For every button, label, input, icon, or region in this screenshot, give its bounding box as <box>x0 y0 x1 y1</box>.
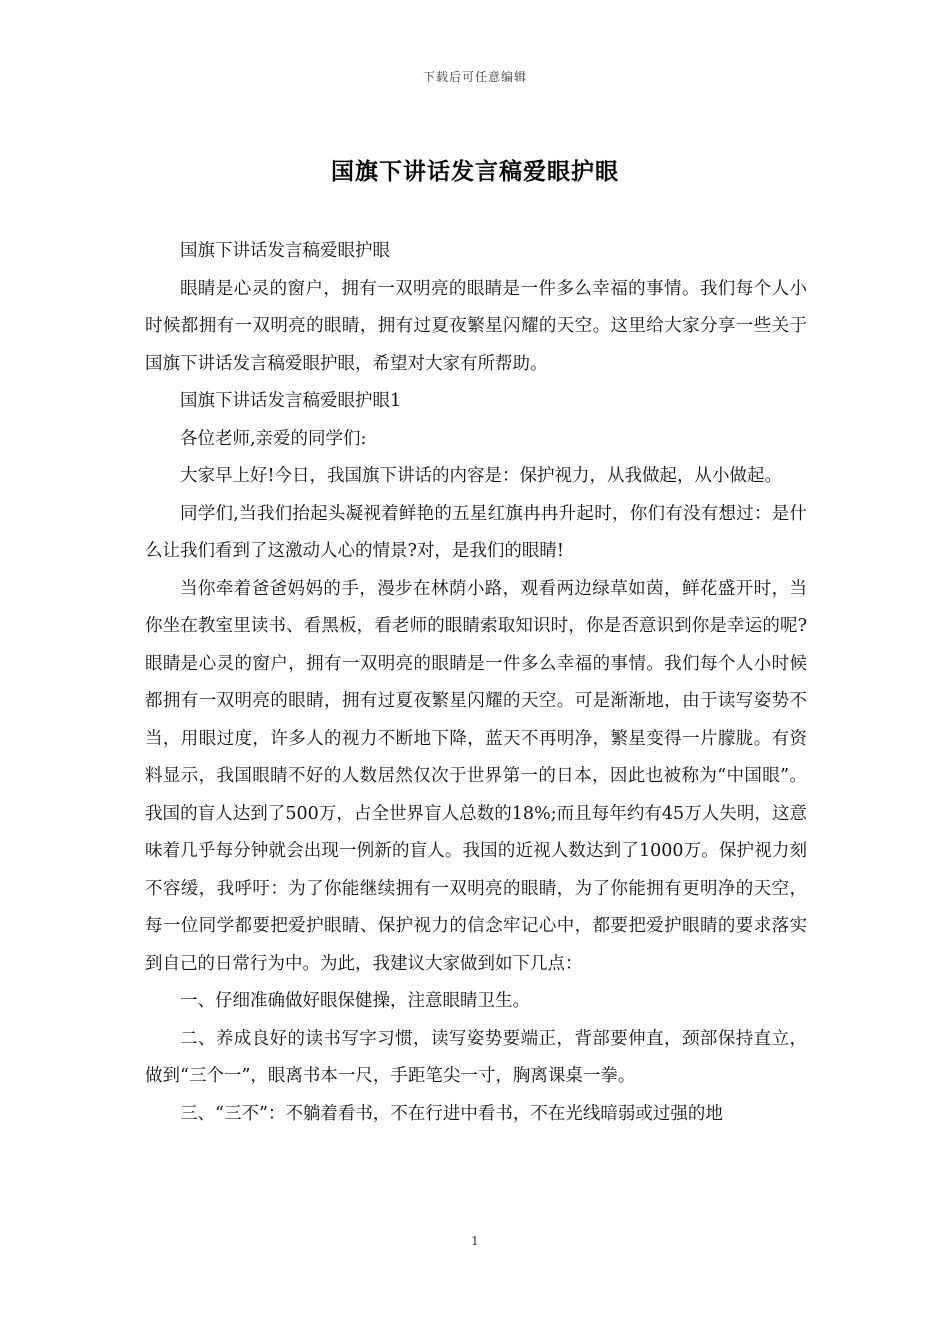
header-note: 下载后可任意编辑 <box>422 70 527 84</box>
paragraph-intro: 眼睛是心灵的窗户，拥有一双明亮的眼睛是一件多么幸福的事情。我们每个人小时候都拥有一双明亮的眼睛，拥有过夏夜繁星闪耀的天空。这里给大家分享一些关于国旗下讲话发言稿爱眼护眼，希望对大家有所帮助。 <box>145 278 807 374</box>
paragraph-subtitle: 国旗下讲话发言稿爱眼护眼 <box>180 241 390 261</box>
paragraph-main: 当你牵着爸爸妈妈的手，漫步在林荫小路，观看两边绿草如茵，鲜花盛开时，当你坐在教室里读书、看黑板，看老师的眼睛索取知识时，你是否意识到你是幸运的呢?眼睛是心灵的窗户，拥有一双明亮的眼睛是一件多么幸福的事情。我们每个人小时候都拥有一双明亮的眼睛，拥有过夏夜繁星闪耀的天空。可是渐渐地，由于读写姿势不当，用眼过度，许多人的视力不断地下降，蓝天不再明净，繁星变得一片朦胧。有资料显示，我国眼睛不好的人数居然仅次于世界第一的日本，因此也被称为“中国眼”。我国的盲人达到了500万，占全世界盲人总数的18%;而且每年约有45万人失明，这意味着几乎每分钟就会出现一例新的盲人。我国的近视人数达到了1000万。保护视力刻不容缓，我呼吁：为了你能继续拥有一双明亮的眼睛，为了你能拥有更明净的天空，每一位同学都要把爱护眼睛、保护视力的信念牢记心中，都要把爱护眼睛的要求落实到自己的日常行为中。为此，我建议大家做到如下几点： <box>145 578 807 974</box>
paragraph-point-3: 三、“三不”：不躺着看书，不在行进中看书，不在光线暗弱或过强的地 <box>180 1103 723 1124</box>
page-number: 1 <box>471 1234 479 1248</box>
document-body <box>145 233 807 1133</box>
paragraph-greeting: 各位老师,亲爱的同学们: <box>180 428 367 449</box>
paragraph-section-heading: 国旗下讲话发言稿爱眼护眼1 <box>180 391 402 411</box>
paragraph-flag: 同学们,当我们抬起头凝视着鲜艳的五星红旗冉冉升起时，你们有没有想过：是什么让我们看到了这激动人心的情景?对，是我们的眼睛! <box>145 503 807 561</box>
paragraph-point-2: 二、养成良好的读书写字习惯，读写姿势要端正，背部要伸直，颈部保持直立，做到“三个一”，眼离书本一尺，手距笔尖一寸，胸离课桌一拳。 <box>145 1028 807 1086</box>
paragraph-point-1: 一、仔细准确做好眼保健操，注意眼睛卫生。 <box>180 991 530 1011</box>
paragraph-opening: 大家早上好!今日，我国旗下讲话的内容是：保护视力，从我做起，从小做起。 <box>180 466 783 486</box>
document-title: 国旗下讲话发言稿爱眼护眼 <box>331 158 619 185</box>
